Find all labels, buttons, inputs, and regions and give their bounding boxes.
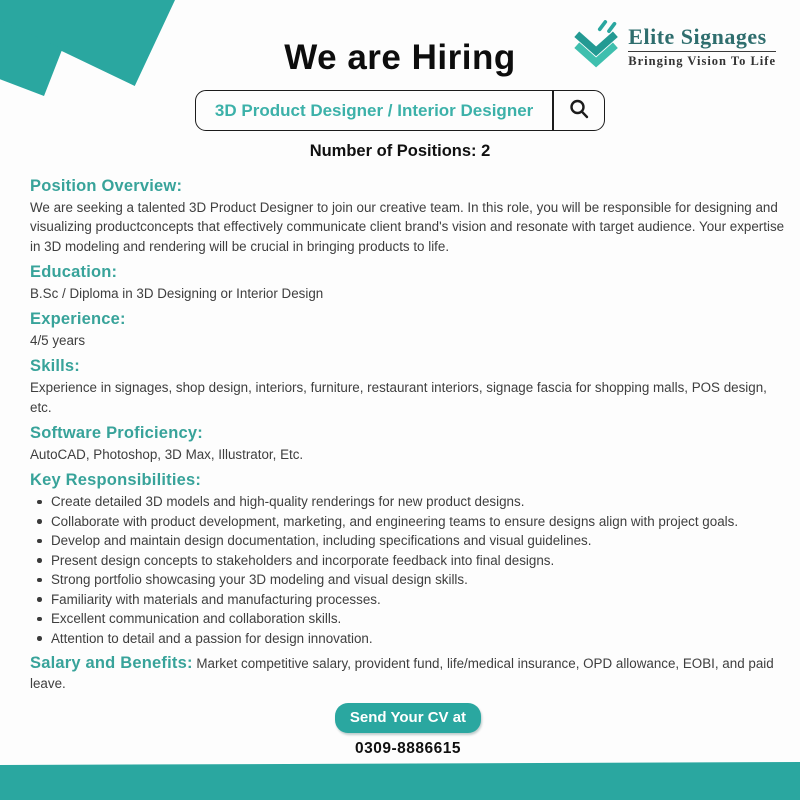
section-heading-education: Education: [30,262,118,281]
section-heading-experience: Experience: [30,310,126,329]
section-body-education: B.Sc / Diploma in 3D Designing or Interior Design [30,285,324,301]
responsibility-item: Develop and maintain design documentation, including specifications and visual guidelines. [30,531,786,551]
logo-mark-icon [574,20,620,73]
phone-number: 0309-8886615 [355,739,461,757]
search-icon [567,97,591,124]
company-tagline: Bringing Vision To Life [628,54,776,69]
responsibility-item: Present design concepts to stakeholders and incorporate feedback into final designs. [30,551,786,571]
company-logo [574,20,776,73]
job-details [0,161,800,758]
section-body-salary: Market competitive salary, provident fund, life/medical insurance, OPD allowance, EOBI, and paid leave. [30,656,774,691]
section-heading-software: Software Proficiency: [30,424,203,443]
send-cv-button[interactable]: Send Your CV at [335,703,481,733]
section-heading-responsibilities: Key Responsibilities: [30,471,202,490]
responsibility-item: Collaborate with product development, marketing, and engineering teams to ensure designs align with project goals. [30,512,786,532]
responsibility-item: Attention to detail and a passion for design innovation. [30,629,786,649]
salary-section [30,654,786,693]
company-name: Elite Signages [628,23,767,49]
section-heading-skills: Skills: [30,357,81,376]
section-heading-salary: Salary and Benefits: [30,654,193,673]
section-heading-overview: Position Overview: [30,177,183,195]
search-button[interactable] [554,91,604,130]
responsibility-item: Strong portfolio showcasing your 3D modeling and visual design skills. [30,570,786,590]
section-body-software: AutoCAD, Photoshop, 3D Max, Illustrator, Etc. [30,447,304,463]
page-title: We are Hiring [284,38,516,77]
section-body-skills: Experience in signages, shop design, interiors, furniture, restaurant interiors, signage fascia for shopping malls, POS design, etc. [30,380,767,415]
job-search-input[interactable] [196,91,552,130]
section-body-experience: 4/5 years [30,333,86,349]
job-title-search-bar[interactable] [195,90,605,131]
section-body-overview: We are seeking a talented 3D Product Designer to join our creative team. In this role, you will be responsible for designing and visualizing productconcepts that effectively communicate client brand's vision and resonate with target audience. Your expertise in 3D modeling and rendering will be crucial in bringing products to life. [30,200,785,254]
responsibility-item: Create detailed 3D models and high-quality renderings for new product designs. [30,492,786,512]
bottom-bar-decoration [0,762,800,800]
logo-text [628,24,776,69]
responsibility-item: Familiarity with materials and manufacturing processes. [30,590,786,610]
cta-block [30,693,786,758]
responsibility-item: Excellent communication and collaboration skills. [30,609,786,629]
logo-divider [628,51,776,52]
positions-count: Number of Positions: 2 [309,142,491,160]
responsibilities-list [30,492,786,648]
